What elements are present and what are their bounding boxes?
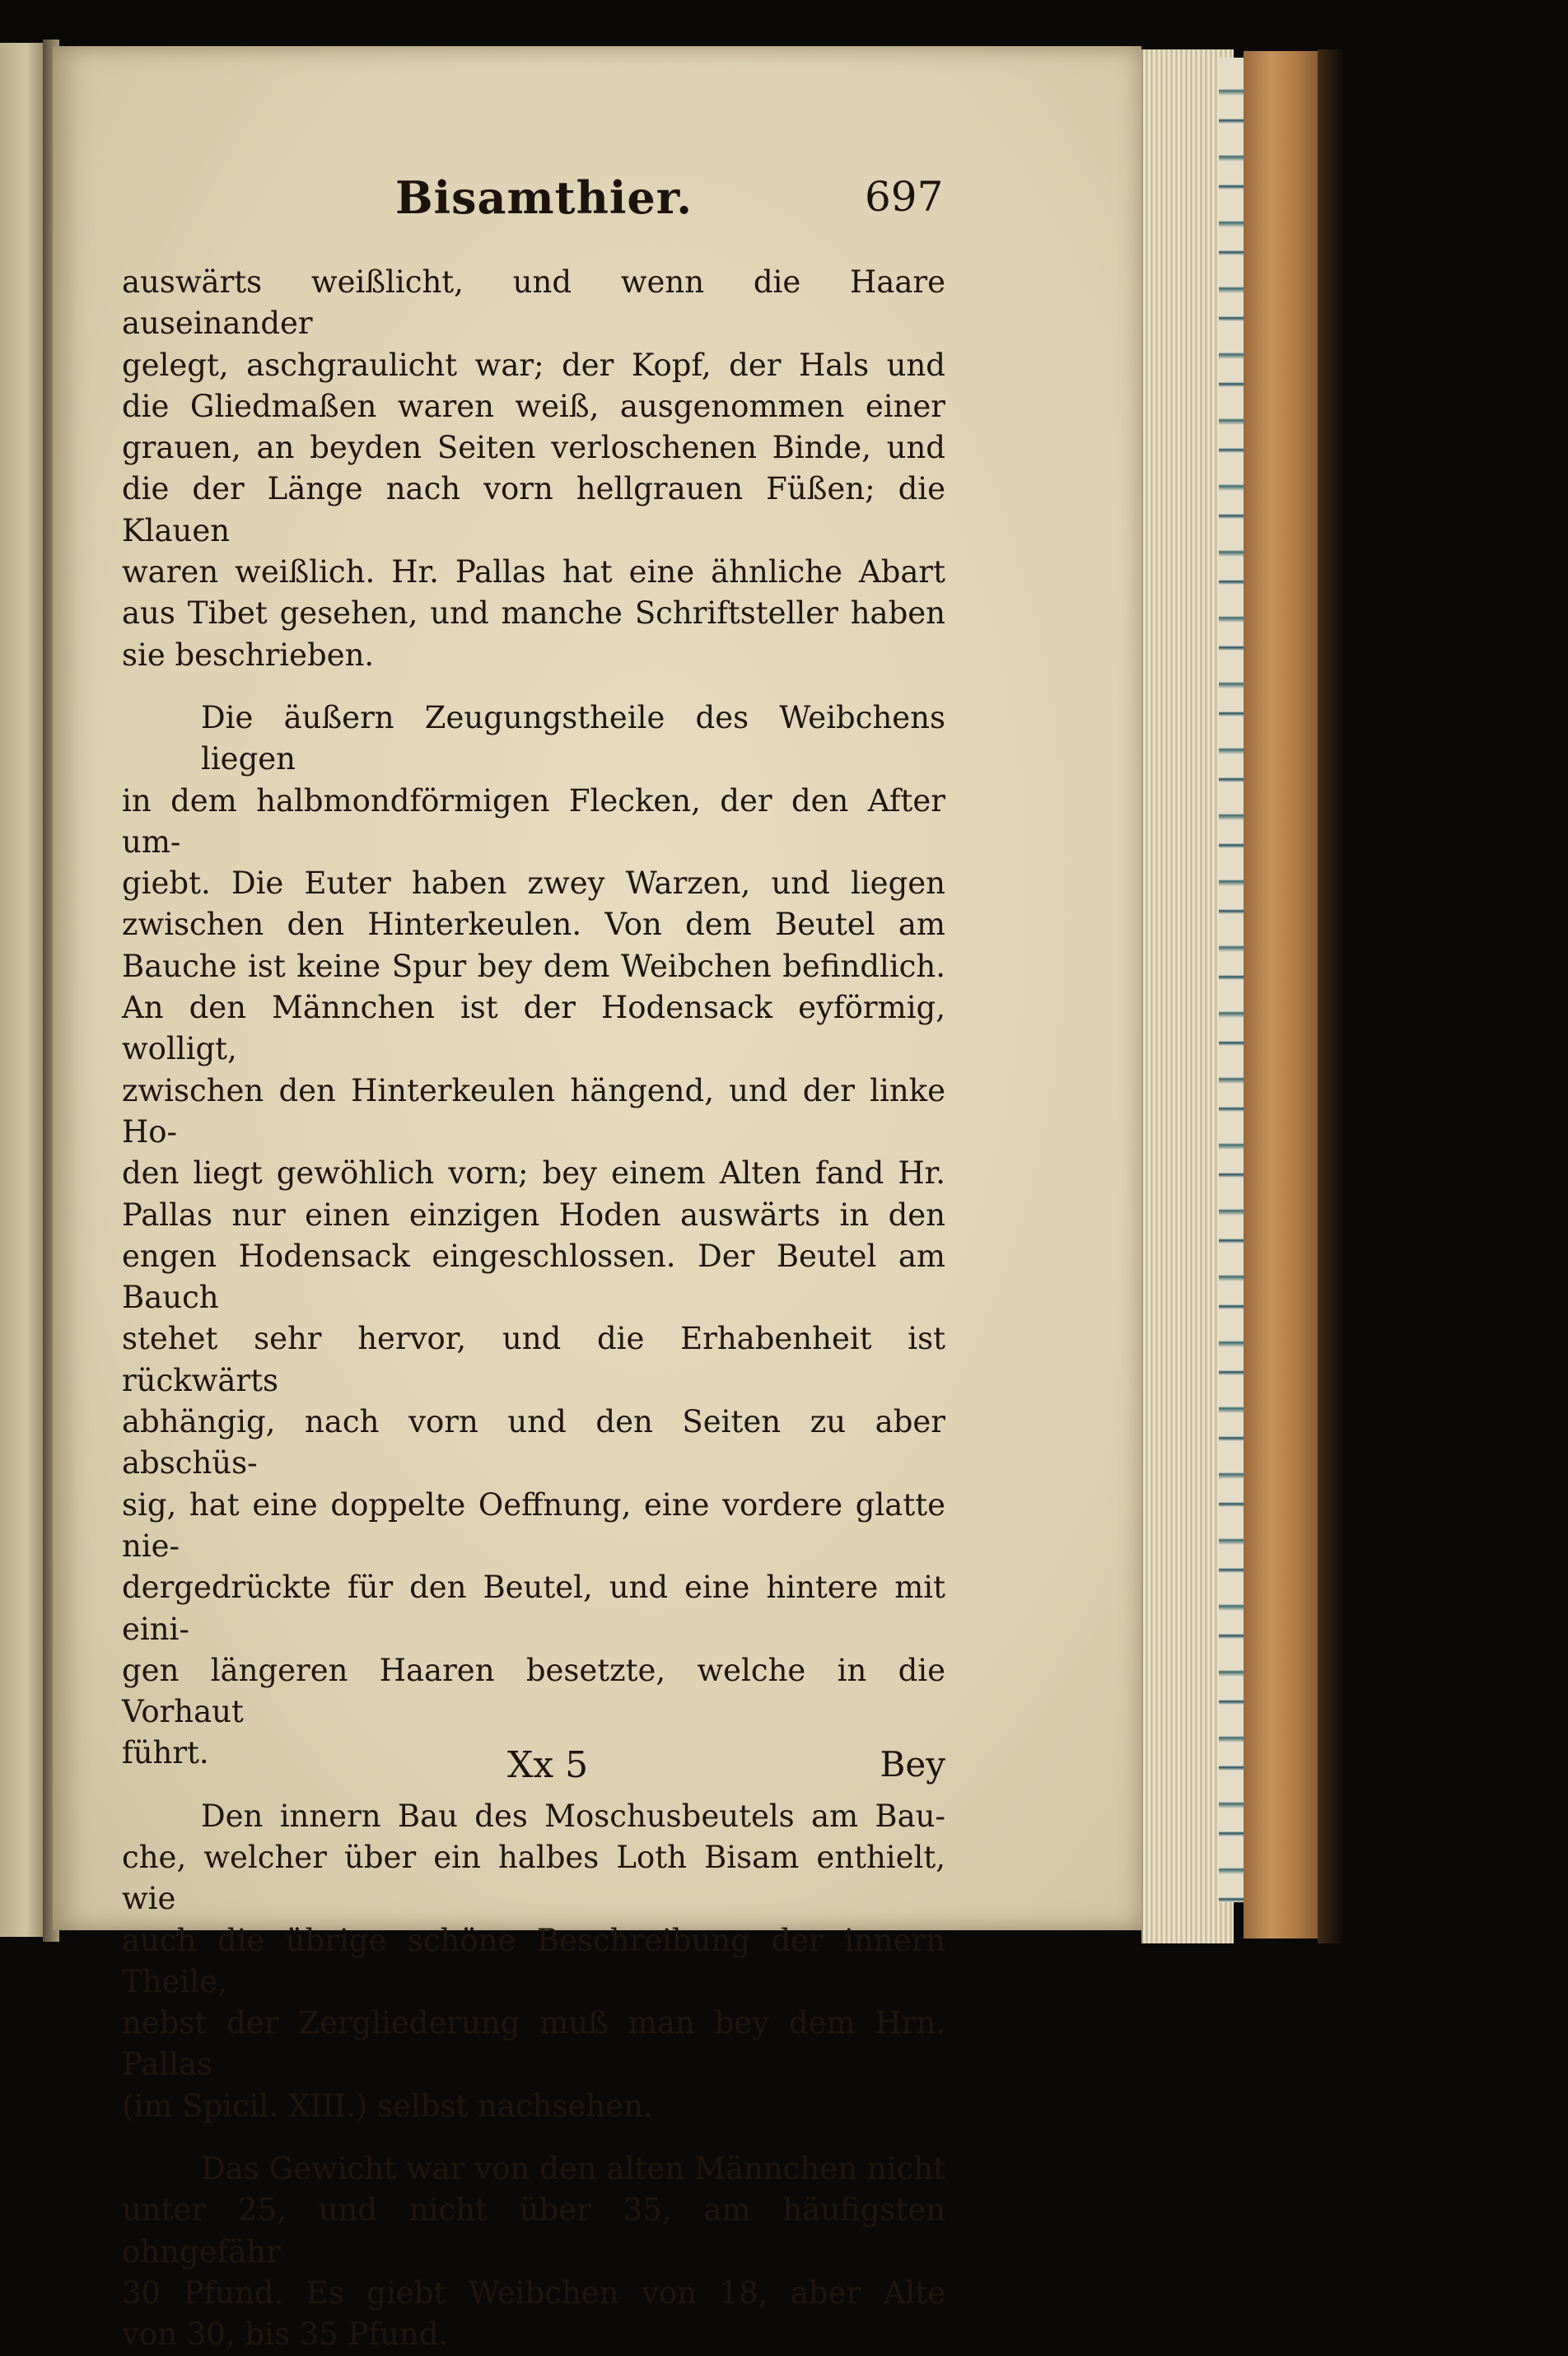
- text-line: die Gliedmaßen waren weiß, ausgenommen einer: [122, 388, 945, 424]
- text-line: Bauche ist keine Spur bey dem Weibchen befindlich.: [122, 948, 945, 984]
- catchword: Bey: [880, 1744, 945, 1784]
- paragraph-4: [122, 2148, 945, 2355]
- facing-page-edge: [0, 43, 48, 1937]
- text-line: stehet sehr hervor, und die Erhabenheit ist rückwärts: [122, 1321, 945, 1398]
- running-head: [115, 171, 944, 237]
- text-line: Die äußern Zeugungstheile des Weibchens liegen: [201, 699, 945, 777]
- text-line: Pallas nur einen einzigen Hoden auswärts in den: [122, 1197, 945, 1233]
- text-line: auswärts weißlicht, und wenn die Haare auseinander: [122, 264, 945, 342]
- text-line: grauen, an beyden Seiten verloschenen Binde, und: [122, 430, 945, 466]
- text-line: sig, hat eine doppelte Oeffnung, eine vordere glatte nie-: [122, 1486, 945, 1564]
- page-number: 697: [865, 173, 944, 221]
- text-line: auch die übrige schöne Beschreibung der innern Theile,: [122, 1922, 945, 1999]
- body-text: [122, 262, 945, 2356]
- page-footer: [122, 1744, 945, 1802]
- text-line: dergedrückte für den Beutel, und eine hintere mit eini-: [122, 1570, 945, 1647]
- paragraph-3: [122, 1796, 945, 2127]
- text-line: aus Tibet gesehen, und manche Schriftsteller haben: [122, 595, 945, 632]
- text-line: zwischen den Hinterkeulen. Von dem Beutel am: [122, 907, 945, 943]
- text-line: (im Spicil. XIII.) selbst nachsehen.: [122, 2088, 653, 2124]
- text-line: engen Hodensack eingeschlossen. Der Beutel am Bauch: [122, 1238, 945, 1316]
- text-line: abhängig, nach vorn und den Seiten zu aber abschüs-: [122, 1404, 945, 1481]
- text-line: in dem halbmondförmigen Flecken, der den After um-: [122, 782, 945, 860]
- text-line: den liegt gewöhlich vorn; bey einem Alten fand Hr.: [122, 1155, 945, 1192]
- text-line: che, welcher über ein halbes Loth Bisam enthielt, wie: [122, 1839, 945, 1917]
- text-line: gelegt, aschgraulicht war; der Kopf, der Hals und: [122, 347, 945, 383]
- text-line: die der Länge nach vorn hellgrauen Füßen; die Klauen: [122, 471, 945, 548]
- text-line: giebt. Die Euter haben zwey Warzen, und liegen: [122, 865, 945, 902]
- text-line: gen längeren Haaren besetzte, welche in die Vorhaut: [122, 1652, 945, 1730]
- text-line: 30 Pfund. Es giebt Weibchen von 18, aber Alte: [122, 2274, 945, 2311]
- text-line: Den innern Bau des Moschusbeutels am Bau-: [201, 1798, 945, 1834]
- cover-shadow: [1318, 49, 1342, 1943]
- text-line: waren weißlich. Hr. Pallas hat eine ähnliche Abart: [122, 554, 945, 590]
- text-line: nebst der Zergliederung muß man bey dem Hrn. Pallas: [122, 2005, 945, 2083]
- text-line: sie beschrieben.: [122, 637, 375, 673]
- running-title: Bisamthier.: [395, 171, 693, 224]
- text-line: unter 25, und nicht über 35, am häufigsten ohngefähr: [122, 2192, 945, 2270]
- paragraph-1: [122, 262, 945, 676]
- text-line: Das Gewicht war von den alten Männchen nicht: [201, 2151, 945, 2187]
- signature-mark: Xx 5: [507, 1744, 589, 1786]
- text-line: von 30, bis 35 Pfund.: [122, 2316, 449, 2353]
- text-line: führt.: [122, 1735, 209, 1771]
- paragraph-2: [122, 697, 945, 1775]
- text-line: zwischen den Hinterkeulen hängend, und der linke Ho-: [122, 1072, 945, 1150]
- text-line: An den Männchen ist der Hodensack eyförmig, wolligt,: [122, 990, 945, 1067]
